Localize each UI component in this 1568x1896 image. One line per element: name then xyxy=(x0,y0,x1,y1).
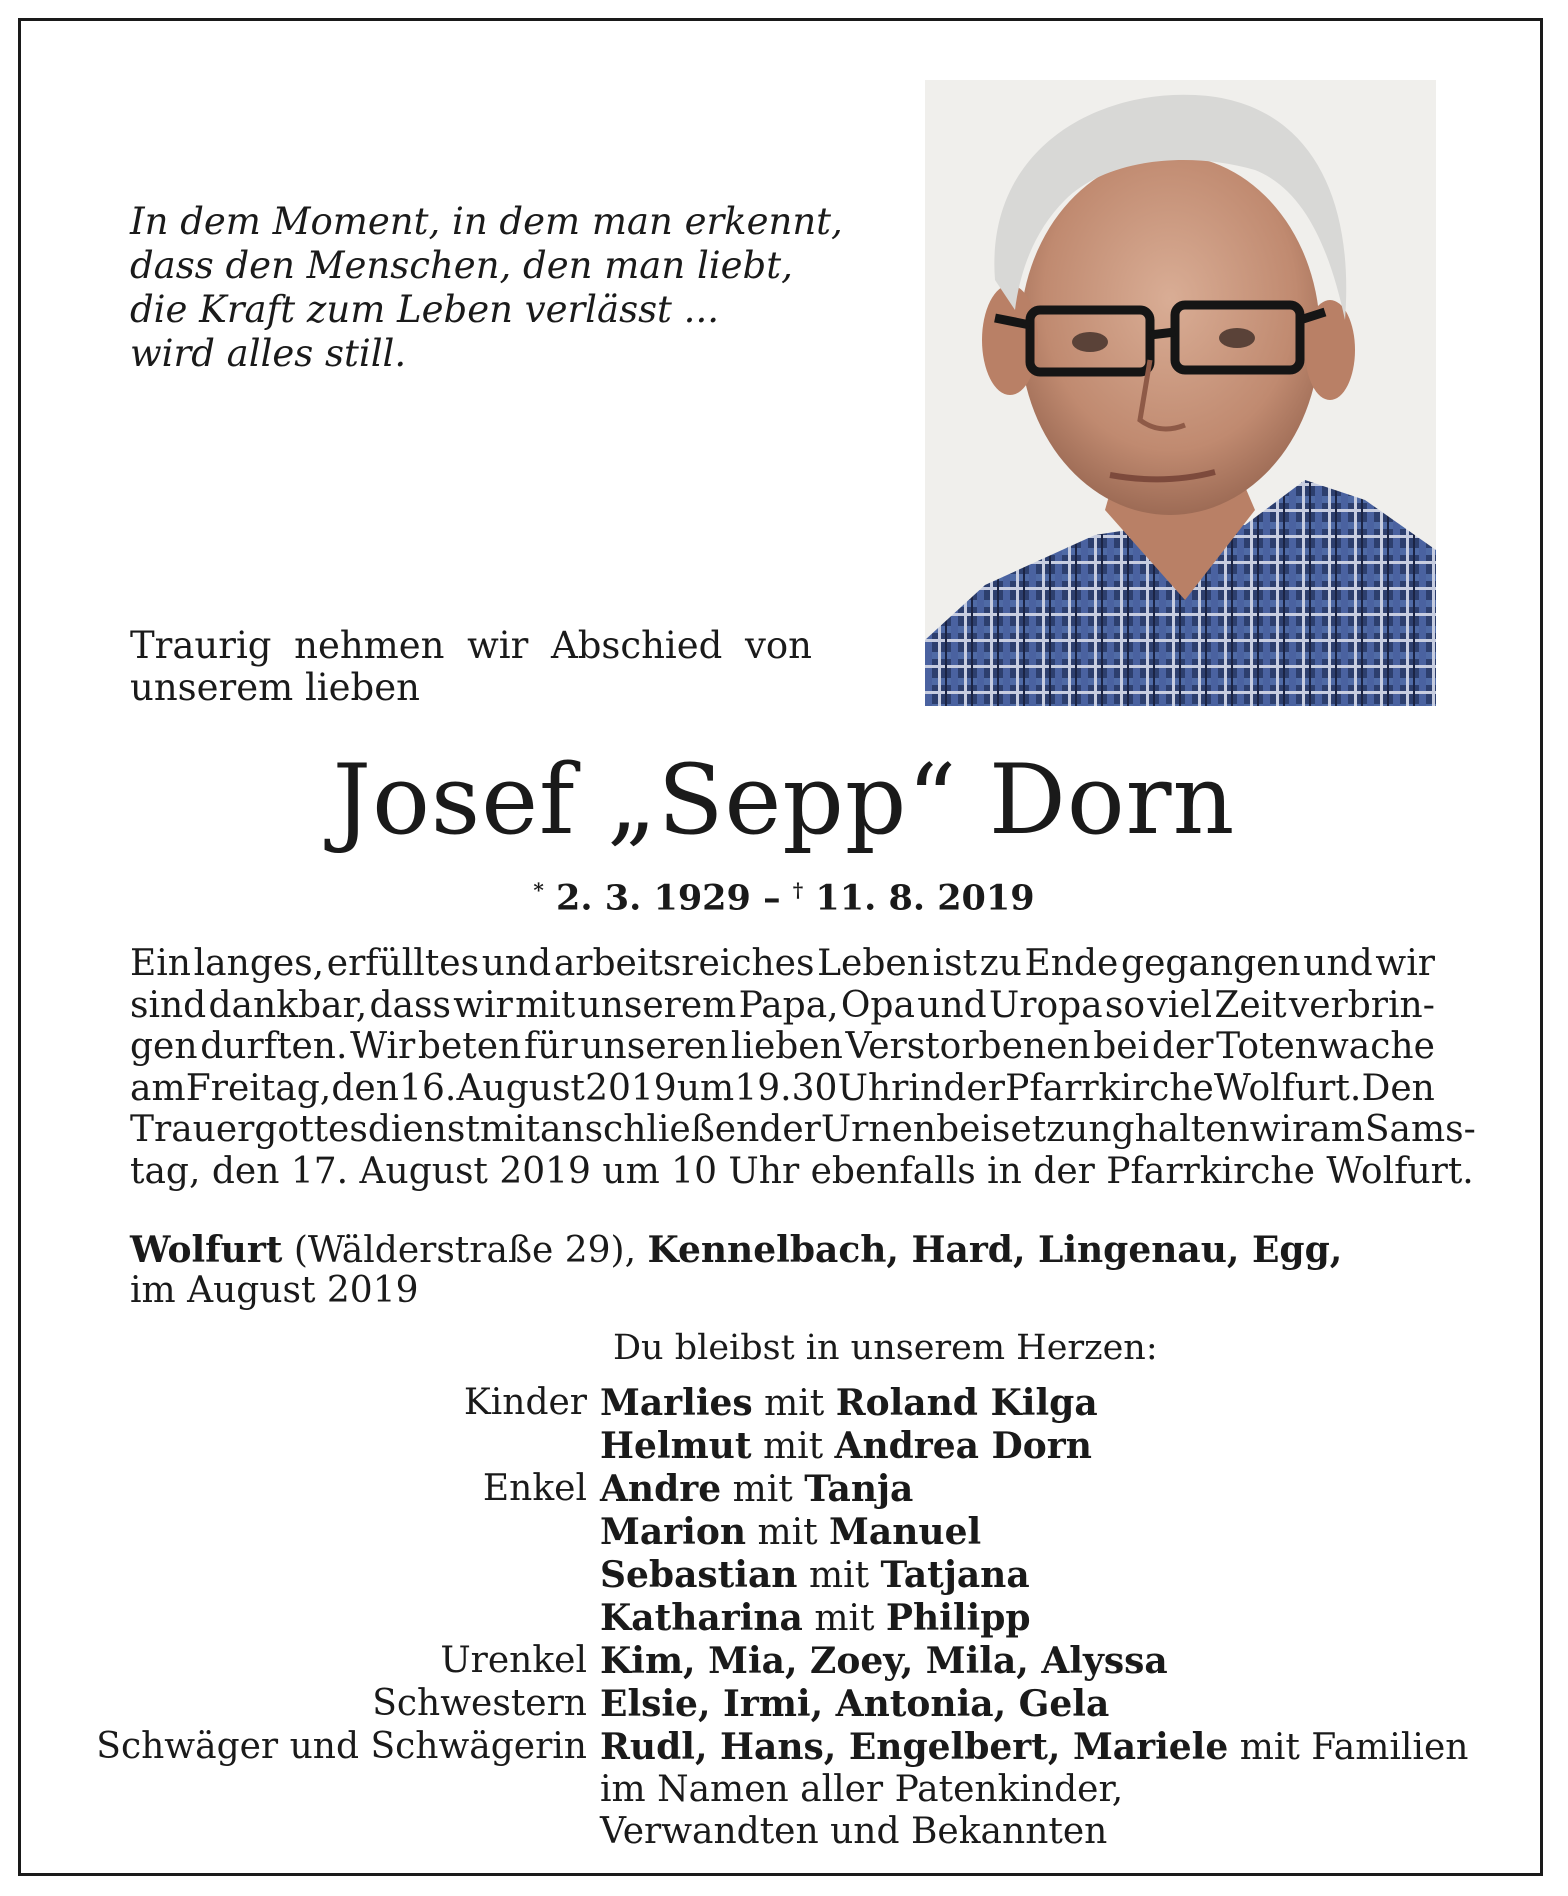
family-row xyxy=(0,1468,1568,1511)
portrait-illustration xyxy=(925,80,1436,706)
obituary-word: ist xyxy=(932,943,978,984)
obituary-word: Papa, xyxy=(738,984,839,1026)
place-town: Wolfurt xyxy=(130,1229,283,1271)
family-name: Elsie, Irmi, Antonia, Gela xyxy=(600,1683,1110,1725)
family-extra-line: Verwandten und Bekannten xyxy=(600,1811,1108,1852)
obituary-word: anschließender xyxy=(539,1109,821,1150)
obituary-line xyxy=(130,985,1435,1027)
obituary-word: der xyxy=(1151,1026,1214,1067)
obituary-word: beten xyxy=(417,1026,522,1067)
family-row xyxy=(0,1640,1568,1683)
obituary-word: tag, den 17. August 2019 um 10 Uhr ebenfalls in der Pfarrkirche Wolfurt. xyxy=(130,1150,1474,1192)
family-connector: mit xyxy=(808,1555,870,1596)
family-name: Sebastian xyxy=(600,1554,798,1596)
portrait-photo xyxy=(925,80,1436,706)
relation-label: Schwestern xyxy=(372,1683,587,1724)
obituary-word: Wolfurt. xyxy=(1213,1067,1362,1109)
family-row xyxy=(0,1554,1568,1597)
intro-line-2: unserem lieben xyxy=(130,666,420,709)
family-connector: mit xyxy=(814,1598,875,1639)
intro-word: wir xyxy=(467,624,529,667)
quote-line: In dem Moment, in dem man erkennt, xyxy=(130,200,843,243)
obituary-word: lieben xyxy=(730,1026,843,1067)
relation-label: Enkel xyxy=(482,1468,587,1509)
obituary-word: um xyxy=(676,1067,735,1109)
obituary-word: arbeitsreiches xyxy=(553,943,815,984)
intro-word: nehmen xyxy=(294,624,445,667)
obituary-word: gegangen xyxy=(1121,943,1301,984)
obituary-word: Den xyxy=(1361,1067,1435,1109)
family-extra-line: im Namen aller Patenkinder, xyxy=(600,1769,1124,1810)
obituary-line xyxy=(130,1109,1476,1151)
life-dates xyxy=(0,870,1568,919)
obituary-word: dankbar, xyxy=(208,984,368,1026)
place-address: (Wälderstraße 29), xyxy=(282,1230,648,1271)
family-connector: mit xyxy=(764,1383,825,1424)
family-name: Marion xyxy=(600,1511,747,1553)
family-connector: mit xyxy=(757,1512,818,1553)
family-name: Andre xyxy=(600,1468,722,1510)
obituary-word: unserem xyxy=(577,984,737,1026)
obituary-word: bei xyxy=(1093,1026,1150,1067)
obituary-word: halten xyxy=(1134,1109,1250,1150)
obituary-word: 2019 xyxy=(585,1067,677,1109)
family-row xyxy=(0,1597,1568,1640)
obituary-word: durften. xyxy=(200,1026,348,1067)
intro-word: Traurig xyxy=(130,624,272,667)
obituary-word: wir xyxy=(1249,1109,1310,1150)
obituary-word: langes, xyxy=(193,943,325,984)
obituary-word: unseren xyxy=(580,1026,729,1067)
family-row xyxy=(0,1425,1568,1468)
obituary-word: und xyxy=(481,943,552,984)
family-row xyxy=(0,1511,1568,1554)
obituary-word: so xyxy=(1104,984,1146,1026)
obituary-word: Leben xyxy=(817,943,930,984)
obituary-word: 16. xyxy=(399,1067,457,1109)
obituary-word: Uropa xyxy=(988,984,1103,1026)
obituary-word: Freitag, xyxy=(185,1067,332,1109)
family-name: Tanja xyxy=(804,1468,914,1510)
obituary-word: dass xyxy=(369,984,451,1026)
obituary-word: mit xyxy=(479,1109,540,1150)
obituary-word: viel xyxy=(1147,984,1213,1026)
quote-line: die Kraft zum Leben verlässt ... xyxy=(130,288,719,331)
obituary-word: Verstorbenen xyxy=(845,1026,1091,1067)
quote-line: dass den Menschen, den man liebt, xyxy=(130,244,793,287)
obituary-word: und xyxy=(1303,943,1373,984)
family-list xyxy=(0,1382,1568,1853)
obituary-word: August xyxy=(456,1067,585,1109)
family-name: Helmut xyxy=(600,1425,752,1467)
obituary-word: Urnenbeisetzung xyxy=(820,1109,1135,1150)
obituary-word: am xyxy=(130,1067,186,1109)
obituary-line xyxy=(130,943,1435,985)
obituary-word: zu xyxy=(979,943,1022,984)
obituary-word: Wir xyxy=(350,1026,416,1067)
obituary-word: Ein xyxy=(130,943,191,984)
relation-label: Kinder xyxy=(463,1382,587,1423)
intro-word: von xyxy=(744,624,812,667)
obituary-word: für xyxy=(523,1026,578,1067)
obituary-word: mit xyxy=(515,984,576,1026)
obituary-word: wir xyxy=(1375,943,1435,984)
obituary-word: erfülltes xyxy=(326,943,480,984)
family-name: Kim, Mia, Zoey, Mila, Alyssa xyxy=(600,1640,1168,1682)
obituary-word: 19.30 xyxy=(734,1067,838,1109)
date-separator: – xyxy=(763,877,781,919)
family-row xyxy=(0,1382,1568,1425)
place-and-date xyxy=(130,1230,1435,1311)
place-other-towns: Kennelbach, Hard, Lingenau, Egg, xyxy=(647,1229,1343,1271)
obituary-word: Pfarrkirche xyxy=(1005,1067,1214,1109)
obituary-line xyxy=(130,1068,1435,1110)
closing-line: Du bleibst in unserem Herzen: xyxy=(613,1328,1158,1368)
obituary-word: Trauergottesdienst xyxy=(130,1109,480,1150)
death-date: 11. 8. 2019 xyxy=(815,877,1035,919)
obituary-word: am xyxy=(1309,1109,1365,1150)
obituary-word: verbrin- xyxy=(1288,984,1435,1026)
death-symbol: † xyxy=(792,878,804,902)
obituary-word: der xyxy=(943,1067,1005,1109)
family-name: Manuel xyxy=(829,1511,982,1553)
obituary-word: gen xyxy=(130,1026,198,1067)
obituary-word: sind xyxy=(130,984,207,1026)
family-name: Marlies xyxy=(600,1382,753,1424)
family-name: Philipp xyxy=(885,1597,1031,1639)
family-name: Tatjana xyxy=(880,1554,1030,1596)
obituary-word: Totenwache xyxy=(1216,1026,1435,1067)
obituary-word: und xyxy=(917,984,987,1026)
obituary-word: wir xyxy=(453,984,513,1026)
family-name: Roland Kilga xyxy=(835,1382,1098,1424)
obituary-word: Uhr xyxy=(837,1067,909,1109)
obituary-word: Opa xyxy=(840,984,915,1026)
intro-word: Abschied xyxy=(550,624,723,667)
obituary-word: Ende xyxy=(1024,943,1119,984)
intro-line-1 xyxy=(130,625,812,667)
obituary-word: den xyxy=(331,1067,399,1109)
family-row xyxy=(0,1811,1568,1853)
relation-label: Urenkel xyxy=(440,1640,587,1681)
family-row xyxy=(0,1683,1568,1726)
family-connector: mit xyxy=(732,1469,793,1510)
family-connector: mit xyxy=(762,1426,824,1467)
obituary-word: in xyxy=(908,1067,944,1109)
family-row xyxy=(0,1726,1568,1769)
obituary-word: Zeit xyxy=(1214,984,1287,1026)
birth-symbol: * xyxy=(533,878,544,902)
obituary-line xyxy=(130,1026,1435,1068)
birth-date: 2. 3. 1929 xyxy=(556,877,751,919)
place-date: im August 2019 xyxy=(130,1270,419,1311)
family-connector: mit Familien xyxy=(1228,1727,1469,1768)
memorial-quote xyxy=(130,200,843,376)
obituary-word: Sams- xyxy=(1364,1109,1476,1150)
family-name: Andrea Dorn xyxy=(834,1425,1092,1467)
obituary-text xyxy=(130,943,1476,1192)
quote-line: wird alles still. xyxy=(130,332,407,375)
family-row xyxy=(0,1769,1568,1811)
obituary-line xyxy=(130,1150,1474,1193)
intro-text xyxy=(130,625,812,709)
family-name: Katharina xyxy=(600,1597,803,1639)
relation-label: Schwäger und Schwägerin xyxy=(96,1726,587,1767)
deceased-name: Josef „Sepp“ Dorn xyxy=(332,744,1236,856)
family-name: Rudl, Hans, Engelbert, Mariele xyxy=(600,1726,1229,1768)
